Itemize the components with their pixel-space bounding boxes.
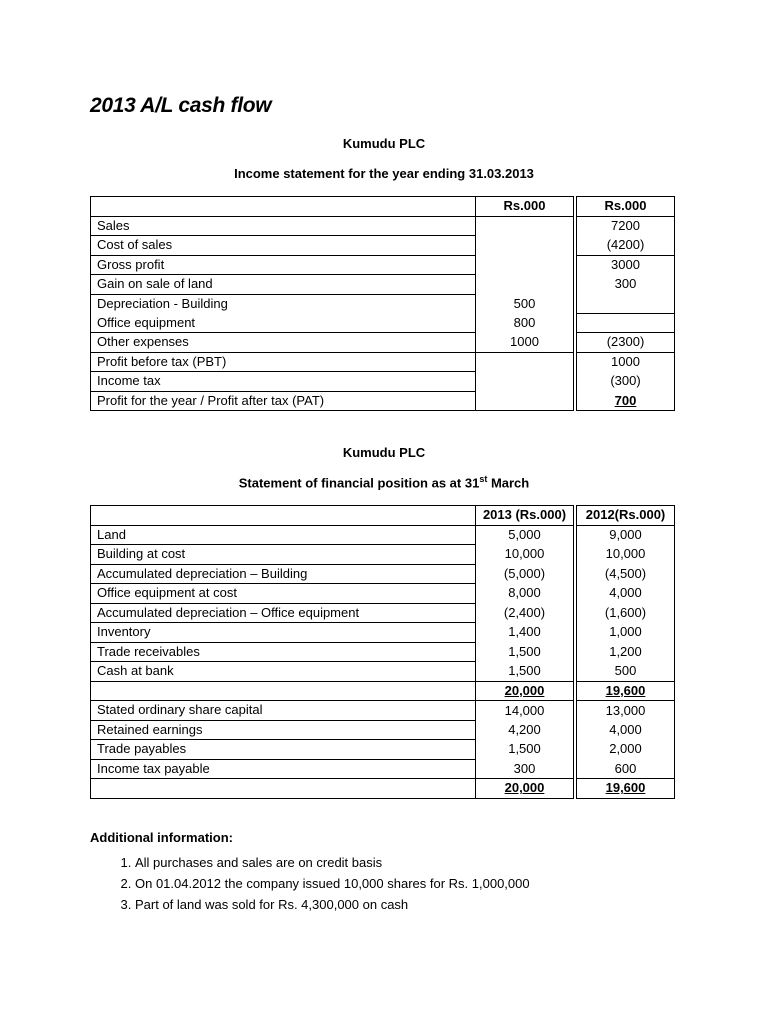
additional-info-heading: Additional information: (90, 830, 233, 845)
row-label: Gross profit (91, 255, 476, 275)
cell-value: 4,000 (577, 720, 675, 740)
cell-value: 10,000 (577, 545, 675, 565)
cell-value: 300 (577, 275, 675, 295)
cell-value (476, 216, 574, 236)
cell-value: 600 (577, 759, 675, 779)
table-row (91, 197, 675, 217)
cell-value: 800 (476, 313, 574, 333)
table-row (91, 701, 675, 721)
row-label: Accumulated depreciation – Office equipment (91, 603, 476, 623)
row-label: Cost of sales (91, 236, 476, 256)
financial-position-table (90, 505, 675, 799)
table-row (91, 603, 675, 623)
table-row (91, 216, 675, 236)
table-row (91, 564, 675, 584)
row-label: Other expenses (91, 333, 476, 353)
cell-value (476, 372, 574, 392)
row-label: Office equipment (91, 313, 476, 333)
list-item: 2. On 01.04.2012 the company issued 10,000 shares for Rs. 1,000,000 (135, 873, 530, 894)
table-row (91, 333, 675, 353)
total-equity-liabilities-2013: 20,000 (476, 779, 574, 799)
list-item: 3. Part of land was sold for Rs. 4,300,000 on cash (135, 894, 530, 915)
page-title: 2013 A/L cash flow (90, 94, 272, 117)
position-company-name: Kumudu PLC (342, 445, 426, 460)
cell-value: (5,000) (476, 564, 574, 584)
column-header: 2013 (Rs.000) (476, 506, 574, 526)
table-row (91, 740, 675, 760)
cell-value: 5,000 (476, 525, 574, 545)
total-assets-2013: 20,000 (476, 681, 574, 701)
income-company-name: Kumudu PLC (342, 136, 426, 151)
cell-value: 4,200 (476, 720, 574, 740)
cell-value: 300 (476, 759, 574, 779)
row-label: Profit for the year / Profit after tax (PAT) (91, 391, 476, 411)
table-row (91, 294, 675, 313)
table-row (91, 584, 675, 604)
cell-value: 500 (476, 294, 574, 313)
table-row (91, 275, 675, 295)
table-row (91, 352, 675, 372)
cell-value: (4,500) (577, 564, 675, 584)
table-row (91, 759, 675, 779)
cell-value: 2,000 (577, 740, 675, 760)
row-label: Retained earnings (91, 720, 476, 740)
table-row (91, 720, 675, 740)
table-row (91, 525, 675, 545)
row-label: Building at cost (91, 545, 476, 565)
cell-value (476, 236, 574, 256)
cell-value: 9,000 (577, 525, 675, 545)
row-label: Stated ordinary share capital (91, 701, 476, 721)
row-label: Income tax payable (91, 759, 476, 779)
table-row (91, 681, 675, 701)
income-statement-heading: Income statement for the year ending 31.03.2013 (234, 166, 534, 181)
cell-value: 14,000 (476, 701, 574, 721)
cell-value: 1,200 (577, 642, 675, 662)
table-row (91, 545, 675, 565)
cell-value: 1000 (577, 352, 675, 372)
row-label: Land (91, 525, 476, 545)
row-label: Gain on sale of land (91, 275, 476, 295)
cell-value: 3000 (577, 255, 675, 275)
profit-after-tax-value: 700 (577, 391, 675, 411)
column-header: Rs.000 (577, 197, 675, 217)
cell-value: 1,500 (476, 642, 574, 662)
cell-value: 1,500 (476, 740, 574, 760)
table-row (91, 779, 675, 799)
table-row (91, 236, 675, 256)
column-header: Rs.000 (476, 197, 574, 217)
cell-value: 10,000 (476, 545, 574, 565)
row-label: Inventory (91, 623, 476, 643)
cell-value: 1,400 (476, 623, 574, 643)
cell-value: (4200) (577, 236, 675, 256)
total-assets-2012: 19,600 (577, 681, 675, 701)
income-statement-table (90, 196, 675, 411)
table-row (91, 391, 675, 411)
row-label: Trade payables (91, 740, 476, 760)
cell-value: 1,000 (577, 623, 675, 643)
header-blank (91, 506, 476, 526)
cell-value (577, 313, 675, 333)
cell-value (476, 275, 574, 295)
total-row-blank (91, 779, 476, 799)
row-label: Depreciation - Building (91, 294, 476, 313)
table-row (91, 255, 675, 275)
table-row (91, 506, 675, 526)
cell-value: (1,600) (577, 603, 675, 623)
column-header: 2012(Rs.000) (577, 506, 675, 526)
table-row (91, 313, 675, 333)
cell-value (476, 255, 574, 275)
cell-value: 4,000 (577, 584, 675, 604)
row-label: Office equipment at cost (91, 584, 476, 604)
table-row (91, 642, 675, 662)
cell-value: 8,000 (476, 584, 574, 604)
row-label: Trade receivables (91, 642, 476, 662)
cell-value: 1000 (476, 333, 574, 353)
cell-value: 1,500 (476, 662, 574, 682)
total-row-blank (91, 681, 476, 701)
additional-info-list (90, 852, 530, 915)
header-blank (91, 197, 476, 217)
table-row (91, 372, 675, 392)
cell-value: 500 (577, 662, 675, 682)
row-label: Profit before tax (PBT) (91, 352, 476, 372)
cell-value (476, 352, 574, 372)
row-label: Cash at bank (91, 662, 476, 682)
total-equity-liabilities-2012: 19,600 (577, 779, 675, 799)
list-item: 1. All purchases and sales are on credit basis (135, 852, 530, 873)
cell-value: 7200 (577, 216, 675, 236)
cell-value: (300) (577, 372, 675, 392)
cell-value: (2,400) (476, 603, 574, 623)
row-label: Income tax (91, 372, 476, 392)
cell-value: (2300) (577, 333, 675, 353)
cell-value (577, 294, 675, 313)
cell-value: 13,000 (577, 701, 675, 721)
table-row (91, 662, 675, 682)
cell-value (476, 391, 574, 411)
row-label: Sales (91, 216, 476, 236)
table-row (91, 623, 675, 643)
row-label: Accumulated depreciation – Building (91, 564, 476, 584)
financial-position-heading: Statement of financial position as at 31st March (238, 474, 530, 491)
